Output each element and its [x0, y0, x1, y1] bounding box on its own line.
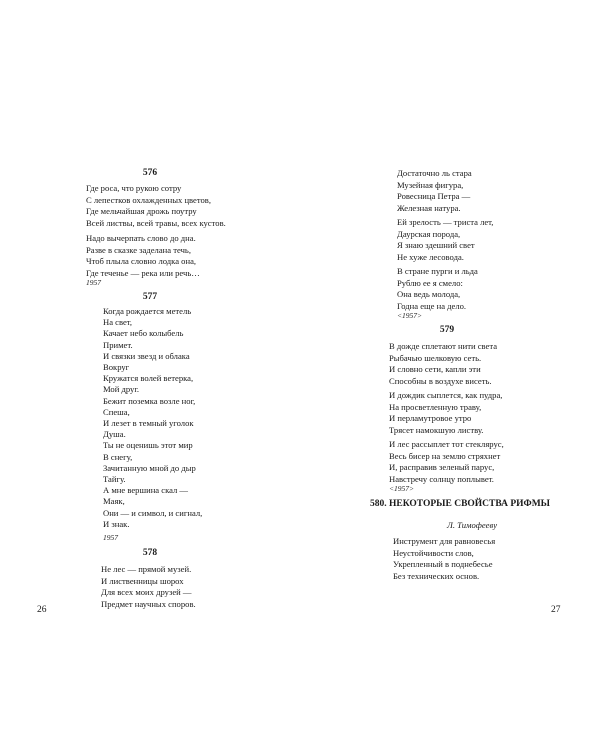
poem-number: 579: [439, 325, 455, 335]
verse-line: Она ведь молода,: [397, 289, 461, 299]
stanza: [397, 266, 478, 312]
poem-date: <1957>: [389, 484, 415, 493]
verse-line: И связки звезд и облака: [103, 350, 190, 361]
verse-line: Не лес — прямой музей.: [101, 564, 192, 574]
verse-line: Ровесница Петра —: [397, 191, 471, 201]
verse-line: Где роса, что рукою сотру: [86, 183, 182, 193]
verse-line: И знак.: [103, 518, 130, 529]
verse-line: Рублю ее я смело:: [397, 277, 463, 288]
verse-line: Трясет намокшую листву.: [389, 424, 484, 435]
verse-line: Ей зрелость — триста лет,: [397, 217, 494, 227]
verse-line: Душа.: [103, 429, 126, 440]
verse-line: Для всех моих друзей —: [101, 587, 192, 597]
verse-line: С лепестков охлажденных цветов,: [86, 194, 212, 205]
verse-line: Маяк,: [103, 496, 125, 507]
verse-line: Годна еще на дело.: [397, 300, 467, 311]
verse-line: Чтоб плыла словно лодка она,: [86, 256, 197, 266]
stanza: [389, 439, 504, 485]
verse-line: Разве в сказке заделана течь,: [86, 244, 191, 255]
verse-line: И дождик сыплется, как пудра,: [389, 390, 503, 400]
verse-line: Музейная фигура,: [397, 179, 464, 190]
verse-line: И словно сети, капли эти: [389, 364, 481, 374]
poem-date: 1957: [103, 533, 118, 542]
verse-line: В снегу,: [103, 451, 133, 462]
verse-line: Инструмент для равновесья: [393, 536, 496, 546]
verse-line: Они — и символ, и сигнал,: [103, 507, 203, 518]
verse-line: И лес рассыплет тот стеклярус,: [389, 439, 504, 449]
stanza: [86, 183, 226, 229]
poem-date: <1957>: [397, 311, 423, 320]
verse-line: Даурская порода,: [397, 228, 461, 239]
stanza: [389, 341, 497, 387]
stanza: [101, 564, 196, 610]
dedication: Л. Тимофееву: [447, 520, 498, 530]
verse-line: Достаточно ль стара: [397, 168, 472, 178]
verse-line: Примет.: [103, 339, 133, 350]
verse-line: Где теченье — река или речь…: [86, 267, 200, 278]
verse-line: Бежит поземка возле ног,: [103, 395, 196, 406]
verse-line: И перламутровое утро: [389, 413, 472, 423]
verse-line: Способны в воздухе висеть.: [389, 375, 492, 386]
poem-number: 577: [142, 292, 158, 302]
verse-line: Без технических основ.: [393, 570, 480, 581]
poem-date: 1957: [86, 278, 101, 287]
verse-line: Спеша,: [103, 406, 130, 417]
stanza: [397, 217, 493, 263]
verse-line: Предмет научных споров.: [101, 598, 196, 609]
verse-line: Мой друг.: [103, 384, 140, 395]
verse-line: В дожде сплетают нити света: [389, 341, 498, 351]
verse-line: Укрепленный в поднебесье: [393, 559, 493, 569]
verse-line: Вокруг: [103, 362, 130, 373]
verse-line: И лиственницы шорох: [101, 575, 184, 586]
stanza: [103, 306, 202, 530]
page-number: 27: [551, 605, 561, 615]
stanza: [397, 168, 472, 214]
verse-line: Зачитанную мной до дыр: [103, 462, 196, 473]
verse-line: Когда рождается метель: [103, 306, 192, 316]
verse-line: Надо вычерпать слово до дна.: [86, 233, 196, 243]
stanza: [393, 536, 495, 582]
verse-line: Навстречу солнцу поплывет.: [389, 473, 494, 484]
right-page: [300, 0, 600, 750]
verse-line: Я знаю здешний свет: [397, 240, 475, 250]
verse-line: Рыбачью шелковую сеть.: [389, 352, 482, 363]
verse-line: Весь бисер на землю стряхнет: [389, 450, 501, 461]
stanza: [389, 390, 502, 436]
verse-line: Кружатся волей ветерка,: [103, 373, 194, 384]
verse-line: Качает небо колыбель: [103, 328, 184, 339]
stanza: [86, 233, 200, 279]
verse-line: Неустойчивости слов,: [393, 547, 474, 558]
verse-line: А мне вершина скал —: [103, 485, 189, 496]
verse-line: На просветленную траву,: [389, 401, 482, 412]
verse-line: Тайгу.: [103, 474, 126, 485]
verse-line: Ты не оценишь этот мир: [103, 440, 193, 451]
verse-line: И лезет в темный уголок: [103, 418, 194, 429]
verse-line: Железная натура.: [397, 202, 461, 213]
verse-line: В стране пурги и льда: [397, 266, 478, 276]
poem-number: 576: [142, 168, 158, 178]
verse-line: Не хуже лесовода.: [397, 251, 464, 262]
verse-line: На свет,: [103, 317, 133, 328]
verse-line: И, расправив зеленый парус,: [389, 462, 495, 472]
poem-title: 580. НЕКОТОРЫЕ СВОЙСТВА РИФМЫ: [370, 499, 551, 509]
verse-line: Всей листвы, всей травы, всех кустов.: [86, 217, 226, 228]
poem-number: 578: [142, 548, 158, 558]
page-number: 26: [37, 605, 47, 615]
verse-line: Где мельчайшая дрожь поутру: [86, 206, 197, 216]
